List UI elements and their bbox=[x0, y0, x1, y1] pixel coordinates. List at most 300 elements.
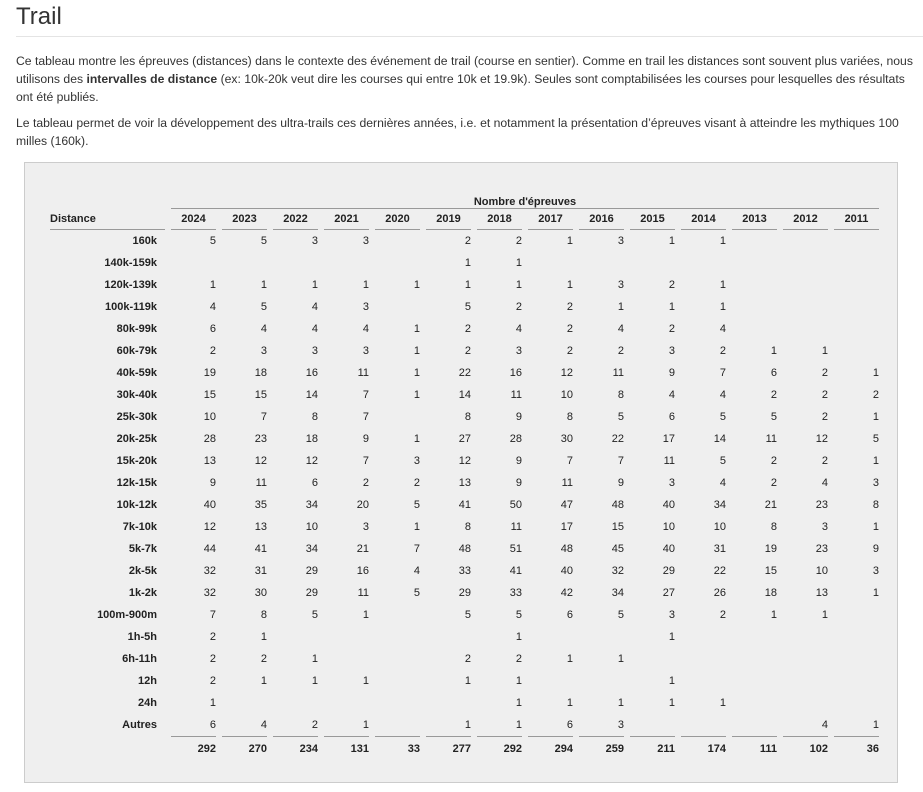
table-cell: 1 bbox=[413, 433, 420, 445]
table-cell bbox=[834, 648, 879, 670]
year-header-2015: 2015 bbox=[630, 209, 675, 230]
table-cell bbox=[783, 296, 828, 318]
total-cell: 277 bbox=[426, 736, 471, 760]
year-header-2013: 2013 bbox=[732, 209, 777, 230]
table-cell bbox=[834, 340, 879, 362]
table-row bbox=[50, 538, 879, 560]
table-cell: 1 bbox=[515, 257, 522, 269]
table-cell: 8 bbox=[617, 389, 624, 401]
table-cell: 7 bbox=[413, 543, 420, 555]
table-cell bbox=[834, 626, 879, 648]
results-table bbox=[44, 189, 885, 760]
table-cell bbox=[630, 714, 675, 736]
table-cell: 11 bbox=[765, 433, 777, 445]
table-cell: 1 bbox=[515, 675, 522, 687]
table-cell bbox=[834, 670, 879, 692]
table-cell: 1 bbox=[617, 301, 624, 313]
table-cell: 17 bbox=[560, 521, 573, 533]
table-cell: 32 bbox=[203, 587, 216, 599]
table-cell: 29 bbox=[305, 565, 318, 577]
table-cell: 2 bbox=[872, 389, 879, 401]
table-cell: 14 bbox=[713, 433, 726, 445]
table-cell: 19 bbox=[203, 367, 216, 379]
table-cell: 48 bbox=[560, 543, 573, 555]
table-cell bbox=[783, 230, 828, 252]
total-cell: 33 bbox=[375, 736, 420, 760]
table-cell: 1 bbox=[413, 367, 420, 379]
table-cell: 3 bbox=[668, 345, 675, 357]
table-cell bbox=[732, 296, 777, 318]
table-cell bbox=[834, 692, 879, 714]
row-label: 15k-20k bbox=[116, 455, 157, 467]
table-cell: 9 bbox=[668, 367, 675, 379]
table-cell: 2 bbox=[464, 323, 471, 335]
table-cell: 1 bbox=[617, 697, 624, 709]
table-row bbox=[50, 362, 879, 384]
table-cell: 5 bbox=[209, 235, 216, 247]
table-cell: 5 bbox=[515, 609, 522, 621]
table-cell: 10 bbox=[560, 389, 573, 401]
table-cell: 11 bbox=[357, 367, 369, 379]
table-cell: 18 bbox=[305, 433, 318, 445]
table-row bbox=[50, 692, 879, 714]
table-row bbox=[50, 274, 879, 296]
table-cell: 11 bbox=[255, 477, 267, 489]
row-label: 30k-40k bbox=[116, 389, 157, 401]
table-cell: 21 bbox=[764, 499, 777, 511]
table-cell: 42 bbox=[560, 587, 573, 599]
row-label: 24h bbox=[138, 697, 157, 709]
table-cell: 1 bbox=[413, 389, 420, 401]
table-cell: 1 bbox=[209, 697, 216, 709]
table-cell: 28 bbox=[203, 433, 216, 445]
total-cell: 294 bbox=[528, 736, 573, 760]
table-cell: 7 bbox=[362, 455, 369, 467]
table-cell: 2 bbox=[362, 477, 369, 489]
table-cell: 8 bbox=[260, 609, 267, 621]
table-cell: 34 bbox=[305, 499, 318, 511]
table-cell: 7 bbox=[617, 455, 624, 467]
table-cell: 44 bbox=[203, 543, 216, 555]
table-cell: 1 bbox=[515, 697, 522, 709]
table-cell: 2 bbox=[821, 367, 828, 379]
table-cell bbox=[630, 648, 675, 670]
table-cell: 1 bbox=[413, 521, 420, 533]
table-cell bbox=[783, 318, 828, 340]
table-cell: 12 bbox=[305, 455, 318, 467]
table-cell: 12 bbox=[560, 367, 573, 379]
table-cell: 2 bbox=[464, 235, 471, 247]
table-cell: 2 bbox=[617, 345, 624, 357]
table-cell: 1 bbox=[362, 609, 369, 621]
table-cell: 11 bbox=[510, 521, 522, 533]
table-cell: 2 bbox=[515, 235, 522, 247]
table-cell: 32 bbox=[611, 565, 624, 577]
table-cell: 2 bbox=[515, 301, 522, 313]
table-cell bbox=[375, 626, 420, 648]
table-cell bbox=[834, 296, 879, 318]
table-cell: 1 bbox=[464, 279, 471, 291]
table-cell: 2 bbox=[770, 389, 777, 401]
table-cell: 2 bbox=[260, 653, 267, 665]
table-cell bbox=[579, 252, 624, 274]
table-cell: 9 bbox=[617, 477, 624, 489]
table-cell: 3 bbox=[362, 345, 369, 357]
row-label: 40k-59k bbox=[116, 367, 157, 379]
table-cell: 3 bbox=[872, 477, 879, 489]
row-label: 120k-139k bbox=[104, 279, 157, 291]
table-cell bbox=[222, 252, 267, 274]
table-cell bbox=[834, 252, 879, 274]
table-row bbox=[50, 384, 879, 406]
table-cell: 19 bbox=[764, 543, 777, 555]
table-cell: 1 bbox=[413, 279, 420, 291]
table-cell: 9 bbox=[515, 477, 522, 489]
table-cell: 10 bbox=[713, 521, 726, 533]
table-cell bbox=[579, 670, 624, 692]
table-cell: 12 bbox=[203, 521, 216, 533]
table-cell: 1 bbox=[821, 345, 828, 357]
total-cell: 174 bbox=[681, 736, 726, 760]
table-cell: 3 bbox=[668, 477, 675, 489]
table-cell: 3 bbox=[872, 565, 879, 577]
table-cell: 9 bbox=[362, 433, 369, 445]
table-cell bbox=[375, 714, 420, 736]
year-header-2022: 2022 bbox=[273, 209, 318, 230]
table-cell: 15 bbox=[611, 521, 624, 533]
table-cell: 45 bbox=[611, 543, 624, 555]
table-row bbox=[50, 450, 879, 472]
table-cell bbox=[426, 626, 471, 648]
table-cell: 1 bbox=[668, 675, 675, 687]
table-cell: 1 bbox=[260, 675, 267, 687]
table-cell bbox=[732, 318, 777, 340]
table-cell: 1 bbox=[872, 411, 879, 423]
table-cell: 1 bbox=[413, 323, 420, 335]
row-label: 100m-900m bbox=[97, 609, 157, 621]
table-cell: 2 bbox=[668, 279, 675, 291]
table-row bbox=[50, 428, 879, 450]
total-cell: 102 bbox=[783, 736, 828, 760]
table-cell bbox=[732, 714, 777, 736]
table-cell: 3 bbox=[413, 455, 420, 467]
table-cell: 3 bbox=[311, 235, 318, 247]
table-cell: 13 bbox=[458, 477, 471, 489]
table-cell bbox=[681, 626, 726, 648]
table-cell: 1 bbox=[515, 631, 522, 643]
table-cell: 1 bbox=[566, 653, 573, 665]
table-cell: 5 bbox=[413, 587, 420, 599]
total-cell: 270 bbox=[222, 736, 267, 760]
table-cell: 9 bbox=[515, 411, 522, 423]
table-cell: 15 bbox=[203, 389, 216, 401]
table-cell: 1 bbox=[464, 257, 471, 269]
table-cell: 7 bbox=[260, 411, 267, 423]
table-cell: 4 bbox=[617, 323, 624, 335]
table-cell: 40 bbox=[203, 499, 216, 511]
table-cell: 1 bbox=[566, 279, 573, 291]
table-cell: 30 bbox=[254, 587, 267, 599]
table-cell: 1 bbox=[464, 675, 471, 687]
table-row bbox=[50, 494, 879, 516]
table-cell: 6 bbox=[566, 719, 573, 731]
table-cell: 1 bbox=[311, 279, 318, 291]
table-cell: 4 bbox=[668, 389, 675, 401]
total-cell: 292 bbox=[171, 736, 216, 760]
table-cell: 14 bbox=[458, 389, 471, 401]
table-cell bbox=[783, 274, 828, 296]
table-cell: 1 bbox=[311, 653, 318, 665]
table-cell bbox=[375, 252, 420, 274]
table-cell: 1 bbox=[209, 279, 216, 291]
table-cell: 5 bbox=[311, 609, 318, 621]
table-cell bbox=[783, 648, 828, 670]
table-row bbox=[50, 472, 879, 494]
table-row bbox=[50, 560, 879, 582]
table-cell: 3 bbox=[362, 521, 369, 533]
table-cell bbox=[732, 670, 777, 692]
table-cell: 4 bbox=[719, 389, 726, 401]
table-cell: 1 bbox=[719, 235, 726, 247]
header-spacer bbox=[50, 189, 165, 209]
table-cell: 7 bbox=[209, 609, 216, 621]
table-row bbox=[50, 516, 879, 538]
table-cell: 1 bbox=[872, 455, 879, 467]
table-cell: 1 bbox=[872, 521, 879, 533]
table-cell: 9 bbox=[515, 455, 522, 467]
table-cell: 1 bbox=[566, 697, 573, 709]
table-cell: 4 bbox=[719, 477, 726, 489]
table-cell: 1 bbox=[668, 235, 675, 247]
table-cell bbox=[426, 692, 471, 714]
table-cell: 8 bbox=[311, 411, 318, 423]
table-cell: 1 bbox=[362, 279, 369, 291]
table-cell: 47 bbox=[560, 499, 573, 511]
table-cell bbox=[528, 670, 573, 692]
table-cell: 2 bbox=[770, 455, 777, 467]
table-cell: 9 bbox=[209, 477, 216, 489]
year-header-2014: 2014 bbox=[681, 209, 726, 230]
table-cell: 28 bbox=[509, 433, 522, 445]
table-cell: 27 bbox=[458, 433, 471, 445]
table-cell: 5 bbox=[617, 609, 624, 621]
table-cell: 21 bbox=[356, 543, 369, 555]
table-cell: 20 bbox=[356, 499, 369, 511]
table-cell: 6 bbox=[770, 367, 777, 379]
table-cell: 1 bbox=[668, 631, 675, 643]
table-row bbox=[50, 230, 879, 252]
table-cell: 2 bbox=[770, 477, 777, 489]
table-row bbox=[50, 296, 879, 318]
table-cell bbox=[834, 230, 879, 252]
table-cell: 1 bbox=[362, 719, 369, 731]
table-row bbox=[50, 582, 879, 604]
table-cell bbox=[273, 252, 318, 274]
table-cell: 2 bbox=[668, 323, 675, 335]
table-cell: 1 bbox=[668, 301, 675, 313]
table-cell: 2 bbox=[209, 653, 216, 665]
table-cell: 15 bbox=[254, 389, 267, 401]
table-cell: 32 bbox=[203, 565, 216, 577]
table-cell: 4 bbox=[311, 323, 318, 335]
table-cell: 17 bbox=[662, 433, 675, 445]
table-cell: 5 bbox=[617, 411, 624, 423]
table-row bbox=[50, 670, 879, 692]
table-panel bbox=[24, 162, 898, 783]
row-label: 140k-159k bbox=[104, 257, 157, 269]
table-cell bbox=[222, 692, 267, 714]
table-cell: 8 bbox=[566, 411, 573, 423]
table-cell bbox=[375, 604, 420, 626]
table-cell bbox=[528, 252, 573, 274]
table-cell: 1 bbox=[362, 675, 369, 687]
table-cell: 7 bbox=[719, 367, 726, 379]
table-cell bbox=[324, 252, 369, 274]
title-divider bbox=[16, 36, 923, 37]
intro-paragraph bbox=[16, 52, 916, 106]
table-cell: 2 bbox=[821, 411, 828, 423]
table-cell: 2 bbox=[209, 345, 216, 357]
table-cell bbox=[630, 252, 675, 274]
table-cell: 35 bbox=[254, 499, 267, 511]
table-cell: 12 bbox=[458, 455, 471, 467]
table-cell: 16 bbox=[356, 565, 369, 577]
year-header-2018: 2018 bbox=[477, 209, 522, 230]
row-label: 1h-5h bbox=[127, 631, 157, 643]
table-cell: 1 bbox=[770, 345, 777, 357]
table-cell: 3 bbox=[617, 719, 624, 731]
table-cell: 4 bbox=[821, 477, 828, 489]
table-cell: 50 bbox=[509, 499, 522, 511]
table-cell: 3 bbox=[821, 521, 828, 533]
table-row bbox=[50, 252, 879, 274]
table-cell: 1 bbox=[719, 279, 726, 291]
table-cell: 1 bbox=[719, 301, 726, 313]
table-cell bbox=[681, 714, 726, 736]
table-cell: 3 bbox=[617, 279, 624, 291]
table-cell bbox=[834, 604, 879, 626]
table-cell bbox=[732, 692, 777, 714]
table-cell: 13 bbox=[254, 521, 267, 533]
table-cell: 1 bbox=[821, 609, 828, 621]
table-cell: 41 bbox=[509, 565, 522, 577]
table-cell: 5 bbox=[464, 301, 471, 313]
table-cell bbox=[681, 670, 726, 692]
table-cell: 3 bbox=[260, 345, 267, 357]
table-cell bbox=[732, 626, 777, 648]
row-label: 10k-12k bbox=[116, 499, 157, 511]
table-cell bbox=[375, 692, 420, 714]
table-cell: 3 bbox=[515, 345, 522, 357]
table-cell: 1 bbox=[260, 631, 267, 643]
table-cell: 6 bbox=[209, 719, 216, 731]
table-cell: 29 bbox=[458, 587, 471, 599]
table-cell bbox=[834, 318, 879, 340]
table-cell bbox=[783, 626, 828, 648]
table-cell: 4 bbox=[260, 323, 267, 335]
table-cell: 13 bbox=[815, 587, 828, 599]
table-row bbox=[50, 648, 879, 670]
table-cell: 16 bbox=[509, 367, 522, 379]
table-cell: 2 bbox=[311, 719, 318, 731]
table-cell: 5 bbox=[719, 455, 726, 467]
table-cell: 11 bbox=[357, 587, 369, 599]
table-cell: 6 bbox=[668, 411, 675, 423]
table-cell: 12 bbox=[815, 433, 828, 445]
row-label: 160k bbox=[132, 235, 157, 247]
table-cell: 11 bbox=[663, 455, 675, 467]
table-cell bbox=[528, 626, 573, 648]
table-cell: 2 bbox=[566, 301, 573, 313]
table-cell: 22 bbox=[713, 565, 726, 577]
totals-label-cell bbox=[50, 736, 165, 760]
table-cell: 4 bbox=[260, 719, 267, 731]
table-cell: 3 bbox=[311, 345, 318, 357]
table-cell: 1 bbox=[617, 653, 624, 665]
table-cell: 3 bbox=[362, 301, 369, 313]
row-label: Autres bbox=[122, 719, 157, 731]
table-cell: 22 bbox=[458, 367, 471, 379]
total-cell: 292 bbox=[477, 736, 522, 760]
table-cell: 23 bbox=[254, 433, 267, 445]
table-cell: 29 bbox=[305, 587, 318, 599]
table-cell: 30 bbox=[560, 433, 573, 445]
table-cell bbox=[783, 670, 828, 692]
table-cell: 1 bbox=[464, 719, 471, 731]
table-cell: 2 bbox=[515, 653, 522, 665]
total-cell: 131 bbox=[324, 736, 369, 760]
table-cell bbox=[324, 692, 369, 714]
table-cell: 22 bbox=[611, 433, 624, 445]
table-cell: 1 bbox=[719, 697, 726, 709]
table-cell: 51 bbox=[509, 543, 522, 555]
table-cell: 4 bbox=[413, 565, 420, 577]
table-cell: 1 bbox=[872, 367, 879, 379]
table-cell bbox=[375, 230, 420, 252]
table-cell: 23 bbox=[815, 543, 828, 555]
table-cell: 15 bbox=[764, 565, 777, 577]
year-header-2024: 2024 bbox=[171, 209, 216, 230]
table-cell bbox=[783, 692, 828, 714]
table-row bbox=[50, 318, 879, 340]
row-label: 6h-11h bbox=[122, 653, 157, 665]
table-cell: 18 bbox=[764, 587, 777, 599]
table-cell: 2 bbox=[821, 389, 828, 401]
row-label: 12h bbox=[138, 675, 157, 687]
table-cell: 18 bbox=[254, 367, 267, 379]
table-cell: 1 bbox=[311, 675, 318, 687]
row-label: 100k-119k bbox=[105, 301, 157, 313]
table-cell: 5 bbox=[719, 411, 726, 423]
table-cell: 3 bbox=[617, 235, 624, 247]
year-header-2019: 2019 bbox=[426, 209, 471, 230]
year-header-2017: 2017 bbox=[528, 209, 573, 230]
table-cell: 4 bbox=[515, 323, 522, 335]
table-cell: 1 bbox=[668, 697, 675, 709]
table-cell: 41 bbox=[254, 543, 267, 555]
table-cell bbox=[324, 626, 369, 648]
table-cell bbox=[732, 274, 777, 296]
row-label: 20k-25k bbox=[116, 433, 157, 445]
table-cell: 5 bbox=[260, 235, 267, 247]
table-cell bbox=[732, 230, 777, 252]
table-cell bbox=[375, 296, 420, 318]
table-cell: 8 bbox=[464, 521, 471, 533]
table-cell: 2 bbox=[566, 323, 573, 335]
table-cell bbox=[375, 670, 420, 692]
table-cell: 34 bbox=[713, 499, 726, 511]
table-cell bbox=[681, 648, 726, 670]
